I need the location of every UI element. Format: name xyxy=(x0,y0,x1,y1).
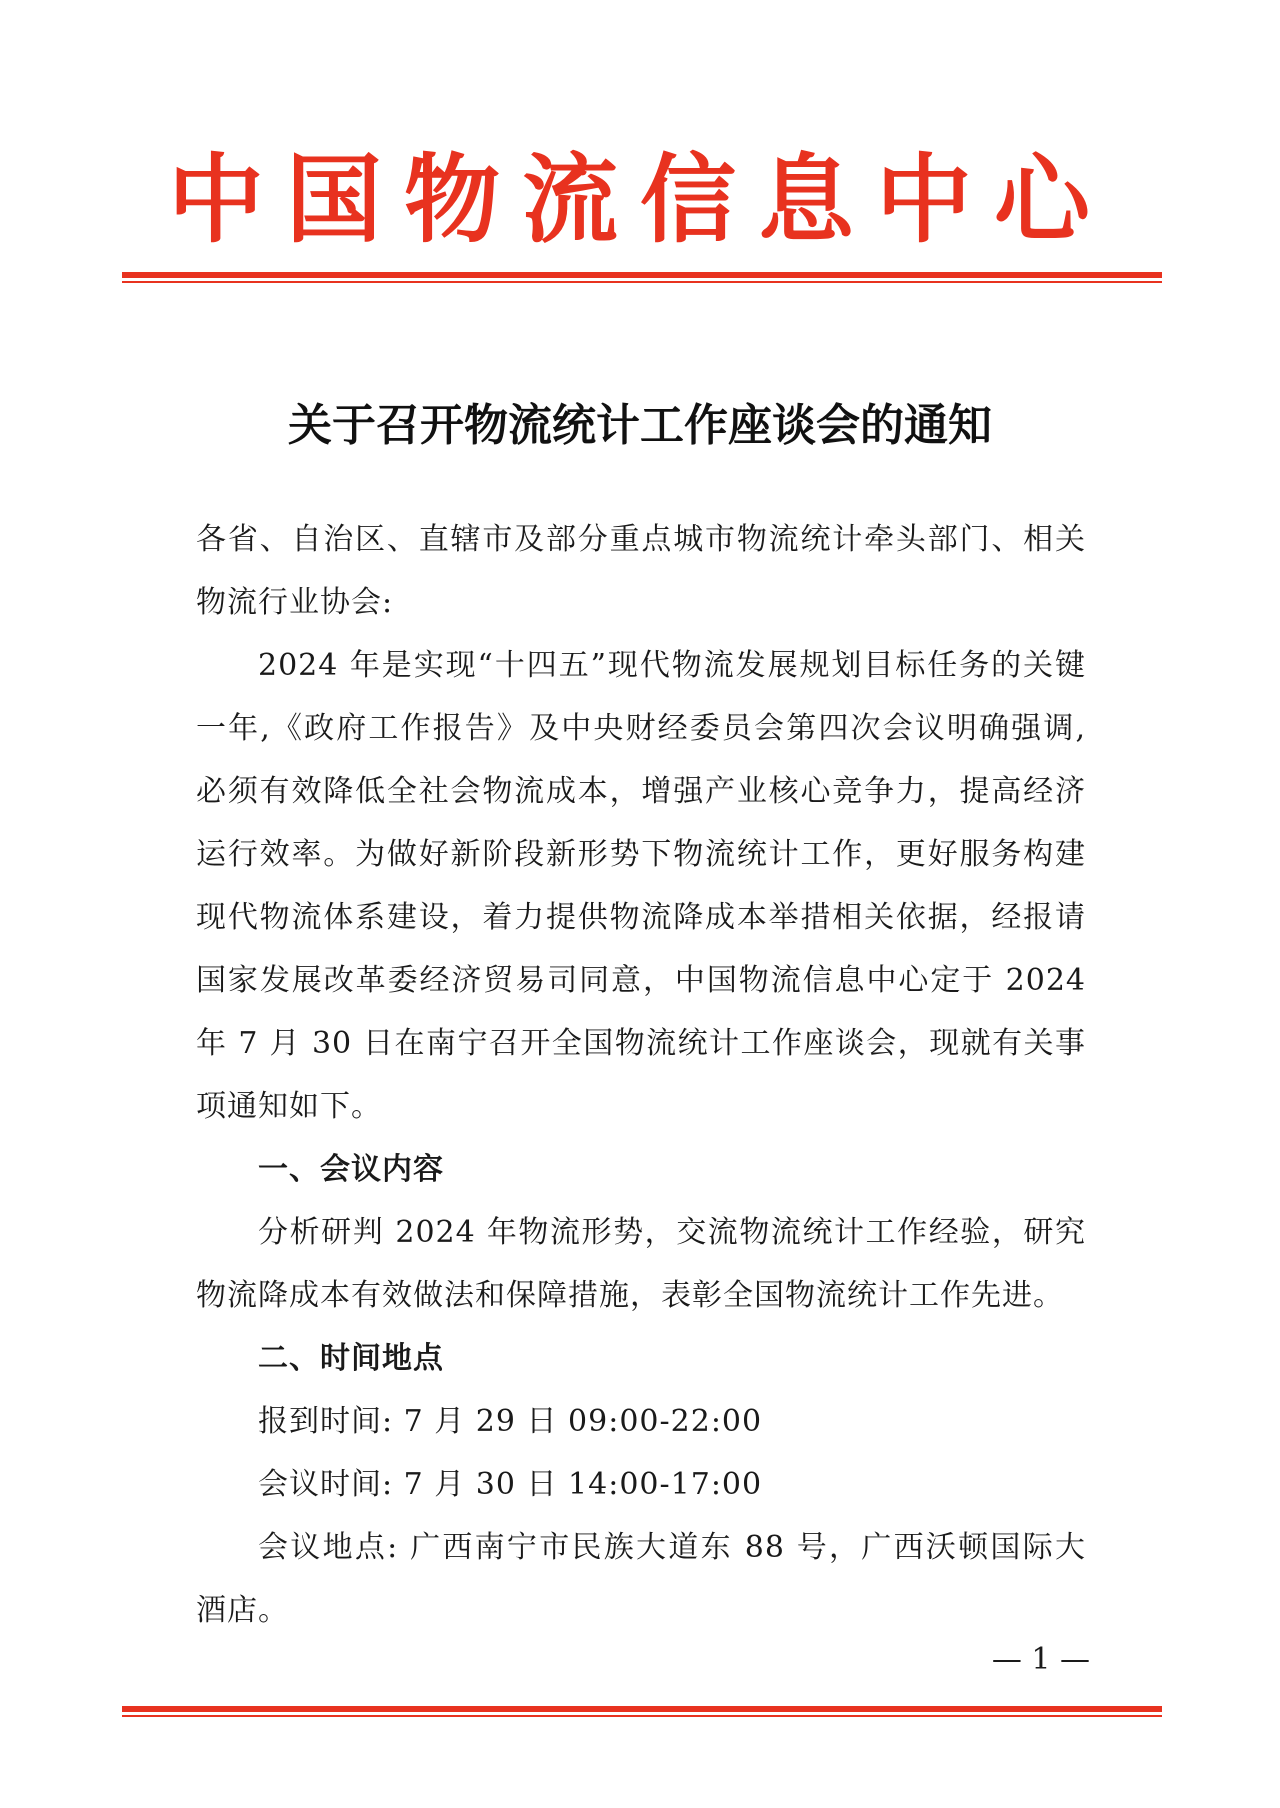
body-line: 各省、自治区、直辖市及部分重点城市物流统计牵头部门、相关 xyxy=(196,522,1086,557)
body-line: 运行效率。为做好新阶段新形势下物流统计工作，更好服务构建 xyxy=(196,837,1086,872)
body-line: 现代物流体系建设，着力提供物流降成本举措相关依据，经报请 xyxy=(196,900,1086,935)
masthead-org-name: 中国物流信息中心 xyxy=(168,143,1112,256)
section-heading-meeting-content: 一、会议内容 xyxy=(258,1152,444,1187)
body-line: 国家发展改革委经济贸易司同意，中国物流信息中心定于 2024 xyxy=(196,963,1086,998)
meeting-time: 会议时间: 7 月 30 日 14:00-17:00 xyxy=(258,1467,763,1502)
registration-time: 报到时间: 7 月 29 日 09:00-22:00 xyxy=(258,1404,763,1439)
document-title: 关于召开物流统计工作座谈会的通知 xyxy=(288,400,992,451)
body-line: 分析研判 2024 年物流形势，交流物流统计工作经验，研究 xyxy=(258,1215,1086,1250)
body-line: 2024 年是实现“十四五”现代物流发展规划目标任务的关键 xyxy=(258,648,1086,683)
document-body xyxy=(196,508,1086,1642)
body-line: 项通知如下。 xyxy=(196,1089,382,1124)
masthead-divider xyxy=(122,272,1162,283)
body-line: 年 7 月 30 日在南宁召开全国物流统计工作座谈会，现就有关事 xyxy=(196,1026,1086,1061)
body-line: 酒店。 xyxy=(196,1593,289,1628)
meeting-venue: 会议地点: 广西南宁市民族大道东 88 号，广西沃顿国际大 xyxy=(258,1530,1086,1565)
section-heading-time-place: 二、时间地点 xyxy=(258,1341,444,1376)
footer-divider xyxy=(122,1706,1162,1717)
page-number: — 1 — xyxy=(991,1642,1090,1677)
body-line: 物流降成本有效做法和保障措施，表彰全国物流统计工作先进。 xyxy=(196,1278,1064,1313)
body-line: 物流行业协会: xyxy=(196,585,394,620)
body-line: 必须有效降低全社会物流成本，增强产业核心竞争力，提高经济 xyxy=(196,774,1086,809)
body-line: 一年,《政府工作报告》及中央财经委员会第四次会议明确强调, xyxy=(196,711,1086,746)
